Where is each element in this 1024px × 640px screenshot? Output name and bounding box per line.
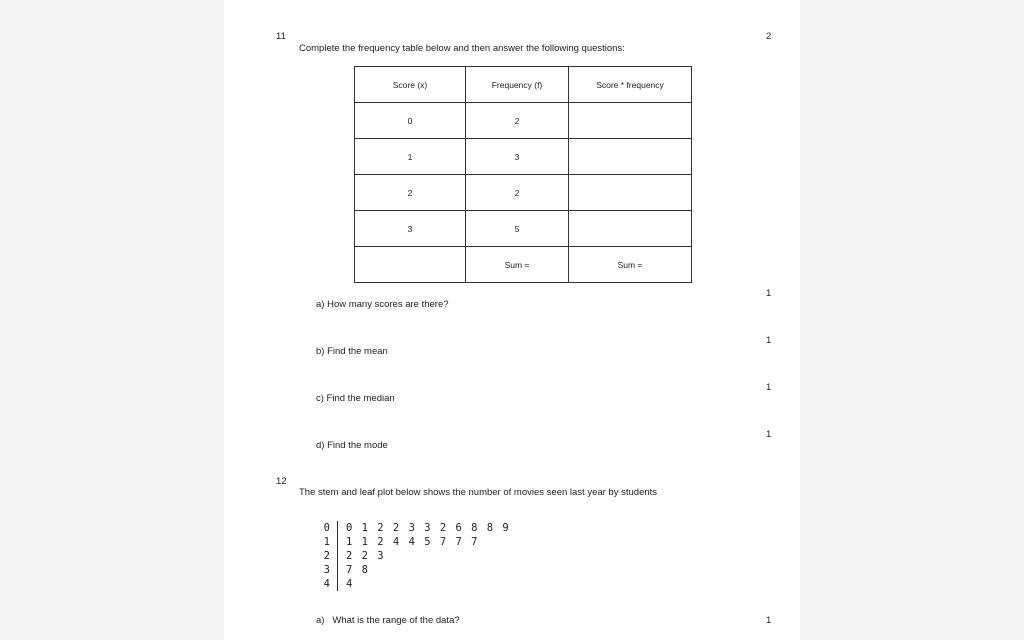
question-11-instruction: Complete the frequency table below and then answer the following questions: bbox=[299, 43, 625, 54]
table-row bbox=[355, 103, 692, 139]
question-11-marks: 2 bbox=[766, 31, 772, 42]
stem-value: 0 bbox=[323, 522, 330, 534]
table-cell bbox=[569, 139, 692, 175]
header-score-frequency: Score * frequency bbox=[569, 67, 692, 103]
table-cell: 2 bbox=[466, 175, 569, 211]
leaf-values: 2 2 3 bbox=[346, 550, 386, 562]
table-row bbox=[355, 175, 692, 211]
table-cell: 2 bbox=[466, 103, 569, 139]
table-cell: 0 bbox=[355, 103, 466, 139]
question-11-part-d: d) Find the mode bbox=[316, 440, 388, 451]
table-row bbox=[355, 139, 692, 175]
table-sum-row bbox=[355, 247, 692, 283]
leaf-values: 4 bbox=[346, 578, 354, 590]
table-cell: 1 bbox=[355, 139, 466, 175]
leaf-values: 1 1 2 4 4 5 7 7 7 bbox=[346, 536, 479, 548]
stem-and-leaf-plot bbox=[316, 521, 510, 591]
question-12-instruction: The stem and leaf plot below shows the number of movies seen last year by students bbox=[299, 487, 658, 498]
question-number-12: 12 bbox=[276, 476, 287, 487]
stem-value: 3 bbox=[323, 564, 330, 576]
frequency-sum-cell: Sum = bbox=[466, 247, 569, 283]
plot-row bbox=[316, 521, 510, 535]
table-cell bbox=[569, 211, 692, 247]
plot-row bbox=[316, 549, 510, 563]
q12-part-a-marks: 1 bbox=[766, 615, 772, 626]
part-a-marks: 1 bbox=[766, 288, 772, 299]
table-cell bbox=[355, 247, 466, 283]
stem-value: 4 bbox=[323, 578, 330, 590]
question-11-part-c: c) Find the median bbox=[316, 393, 395, 404]
table-cell: 3 bbox=[466, 139, 569, 175]
question-12-part-a: a) What is the range of the data? bbox=[316, 615, 460, 626]
stem-divider bbox=[337, 535, 338, 549]
stem-divider bbox=[337, 577, 338, 591]
leaf-values: 7 8 bbox=[346, 564, 370, 576]
table-cell: 5 bbox=[466, 211, 569, 247]
question-11-part-b: b) Find the mean bbox=[316, 346, 388, 357]
stem-divider bbox=[337, 563, 338, 577]
header-frequency: Frequency (f) bbox=[466, 67, 569, 103]
question-11-part-a: a) How many scores are there? bbox=[316, 299, 449, 310]
frequency-table bbox=[354, 66, 692, 283]
plot-row bbox=[316, 563, 510, 577]
stem-divider bbox=[337, 549, 338, 563]
table-cell: 3 bbox=[355, 211, 466, 247]
worksheet-page bbox=[224, 0, 800, 640]
stem-divider bbox=[337, 521, 338, 535]
stem-value: 1 bbox=[323, 536, 330, 548]
table-header-row bbox=[355, 67, 692, 103]
plot-row bbox=[316, 535, 510, 549]
part-b-marks: 1 bbox=[766, 335, 772, 346]
table-row bbox=[355, 211, 692, 247]
plot-row bbox=[316, 577, 510, 591]
stem-value: 2 bbox=[323, 550, 330, 562]
product-sum-cell: Sum = bbox=[569, 247, 692, 283]
part-c-marks: 1 bbox=[766, 382, 772, 393]
table-cell bbox=[569, 103, 692, 139]
table-cell: 2 bbox=[355, 175, 466, 211]
table-cell bbox=[569, 175, 692, 211]
header-score: Score (x) bbox=[355, 67, 466, 103]
part-d-marks: 1 bbox=[766, 429, 772, 440]
question-number-11: 11 bbox=[276, 31, 286, 42]
leaf-values: 0 1 2 2 3 3 2 6 8 8 9 bbox=[346, 522, 511, 534]
